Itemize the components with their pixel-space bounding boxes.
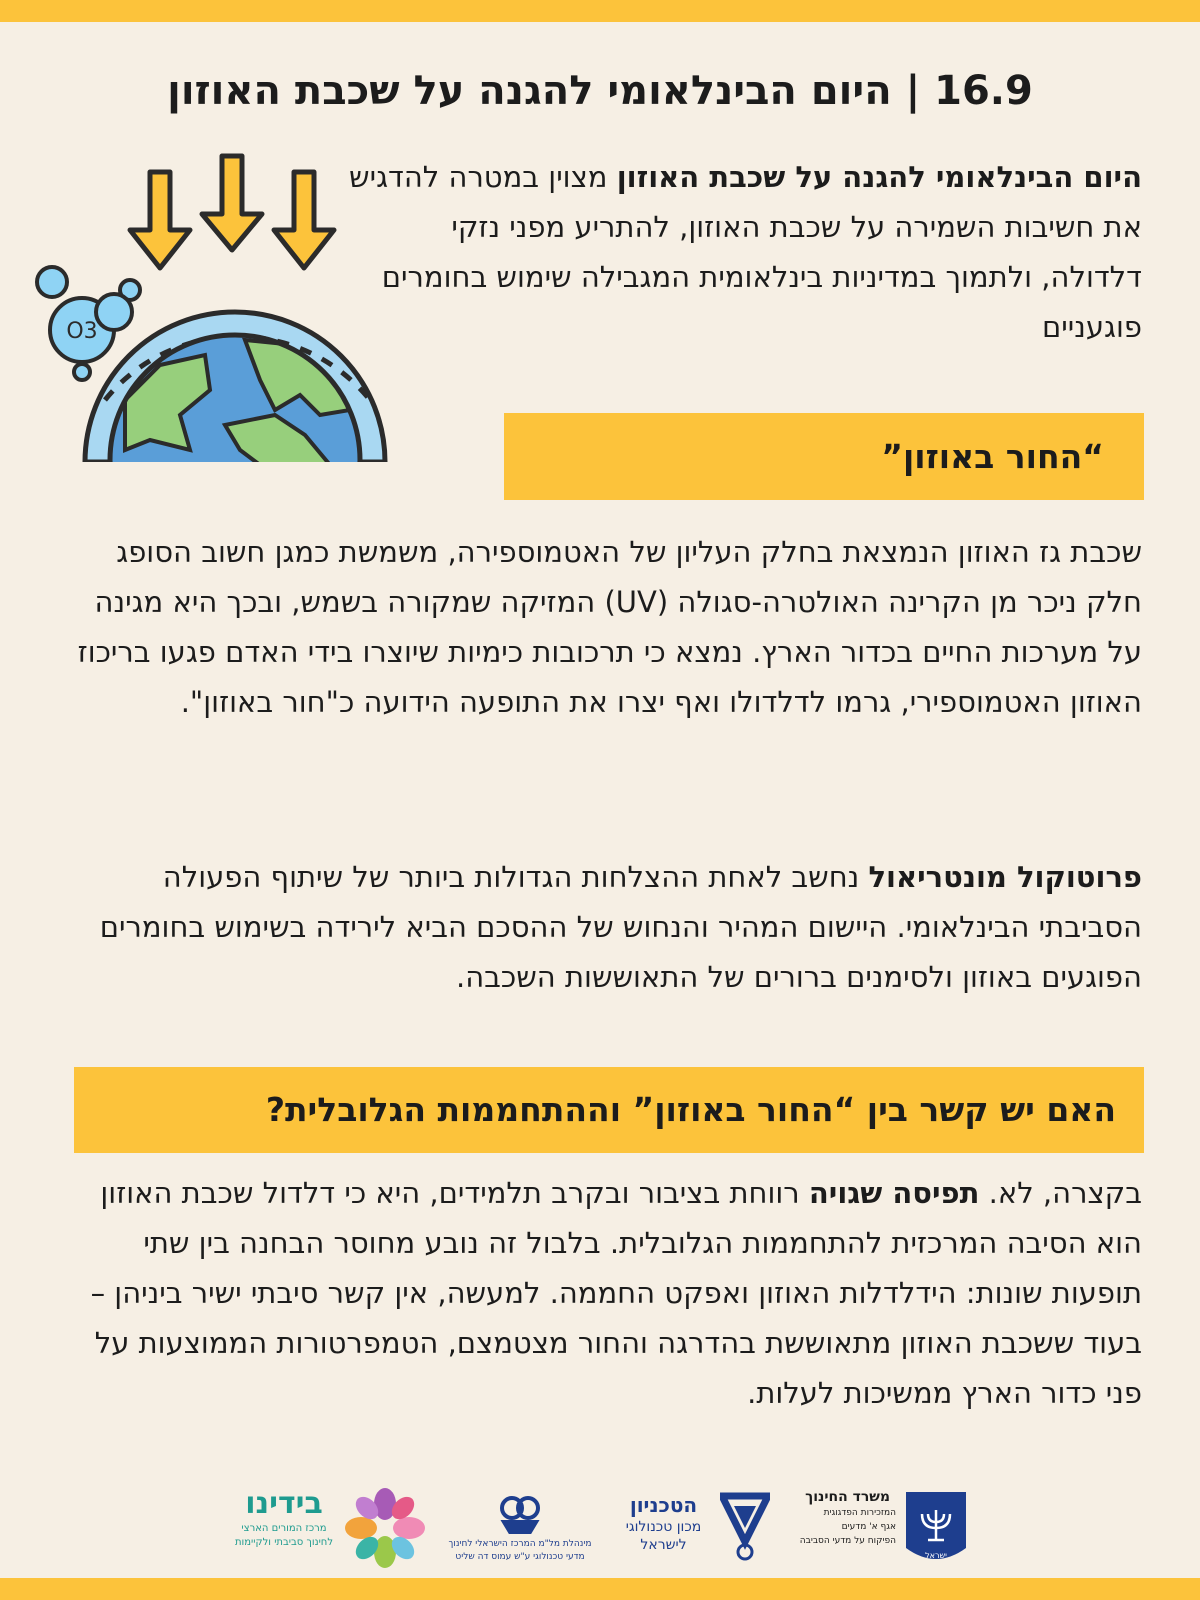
- top-accent-band: [0, 0, 1200, 22]
- hands-flower-icon: [345, 1488, 425, 1568]
- intro-text: מצוין במטרה להדגיש את חשיבות השמירה על שכבת האוזון, להתריע מפני נזקי דלדולה, ולתמוך במדיניות בינלאומית המגבילה שימוש בחומרים פוגעניים: [349, 160, 1142, 344]
- technion-logo: [610, 1488, 770, 1568]
- montreal-protocol-paragraph: [52, 852, 1142, 1002]
- section-header-global-warming-link: האם יש קשר בין “החור באוזון” וההתחממות הגלובלית?: [74, 1067, 1144, 1153]
- technion-line2: לישראל: [640, 1537, 687, 1553]
- global-warming-text: רווחת בציבור ובקרב תלמידים, היא כי דלדול שכבת האוזון הוא הסיבה המרכזית להתחממות הגלובלית. בלבול זה נובע מחוסר הבחנה בין שתי תופעות שונות: הידלדלות האוזון ואפקט החממה. למעשה, אין קשר סיבתי ישיר ביניהן – בעוד ששכבת האוזון מתאוששת בהדרגה והחור מצטמצם, הטמפרטורות הממוצעות על פני כדור הארץ ממשיכות לעלות.: [90, 1176, 1142, 1410]
- page-title: 16.9 | היום הבינלאומי להגנה על שכבת האוזון: [167, 68, 1033, 114]
- global-warming-paragraph: [52, 1168, 1142, 1418]
- ministry-line1: המזכירות הפדגוגית: [823, 1508, 896, 1518]
- technion-name: הטכניון: [629, 1493, 698, 1517]
- ministry-of-education-logo: [780, 1488, 970, 1568]
- ministry-line2: אגף א' מדעים: [841, 1522, 896, 1532]
- ministry-line3: הפיקוח על מדעי הסביבה: [799, 1536, 896, 1546]
- bidinu-line1: מרכז המורים הארצי: [241, 1523, 327, 1534]
- short-answer-text: בקצרה, לא.: [979, 1176, 1142, 1210]
- technion-emblem-icon: [720, 1492, 770, 1562]
- directorate-emblem-icon: [490, 1490, 550, 1534]
- montreal-bold-text: פרוטוקול מונטריאול: [868, 860, 1142, 894]
- bidinu-name: בידינו: [245, 1486, 323, 1521]
- directorate-line1: מינהלת מל"מ המרכז הישראלי לחינוך: [448, 1539, 592, 1549]
- directorate-line2: מדעי טכנולוגי ע"ש עמוס דה שליט: [455, 1552, 585, 1562]
- state-emblem-icon: [902, 1488, 970, 1568]
- ministry-name: משרד החינוך: [805, 1489, 890, 1505]
- directorate-logo: [440, 1488, 600, 1568]
- bottom-accent-band: [0, 1578, 1200, 1600]
- technion-line1: מכון טכנולוגי: [625, 1519, 702, 1535]
- o3-label: O3: [66, 319, 98, 344]
- emblem-text: ישראל: [925, 1551, 947, 1560]
- intro-bold-text: היום הבינלאומי להגנה על שכבת האוזון: [616, 160, 1142, 194]
- montreal-text: נחשב לאחת ההצלחות הגדולות ביותר של שיתוף הפעולה הסביבתי הבינלאומי. היישום המהיר והנחוש של ההסכם הביא לירידה בשימוש בחומרים הפוגעים באוזון ולסימנים ברורים של התאוששות השכבה.: [99, 860, 1142, 994]
- misconception-bold-text: תפיסה שגויה: [808, 1176, 980, 1210]
- section-header-ozone-hole: “החור באוזון”: [504, 413, 1144, 500]
- ozone-hole-paragraph: שכבת גז האוזון הנמצאת בחלק העליון של האטמוספירה, משמשת כמגן חשוב הסופג חלק ניכר מן הקרינה האולטרה-סגולה (UV) המזיקה שמקורה בשמש, ובכך היא מגינה על מערכות החיים בכדור הארץ. נמצא כי תרכובות כימיות שיוצרו בידי האדם פגעו בריכוז האוזון האטמוספירי, גרמו לדלדולו ואף יצרו את התופעה הידועה כ"חור באוזון".: [77, 535, 1142, 719]
- bidinu-line2: לחינוך סביבתי ולקיימות: [234, 1537, 334, 1548]
- bidinu-logo: [225, 1486, 425, 1570]
- earth-ozone-layer-icon: [30, 150, 400, 480]
- intro-paragraph: [342, 152, 1142, 352]
